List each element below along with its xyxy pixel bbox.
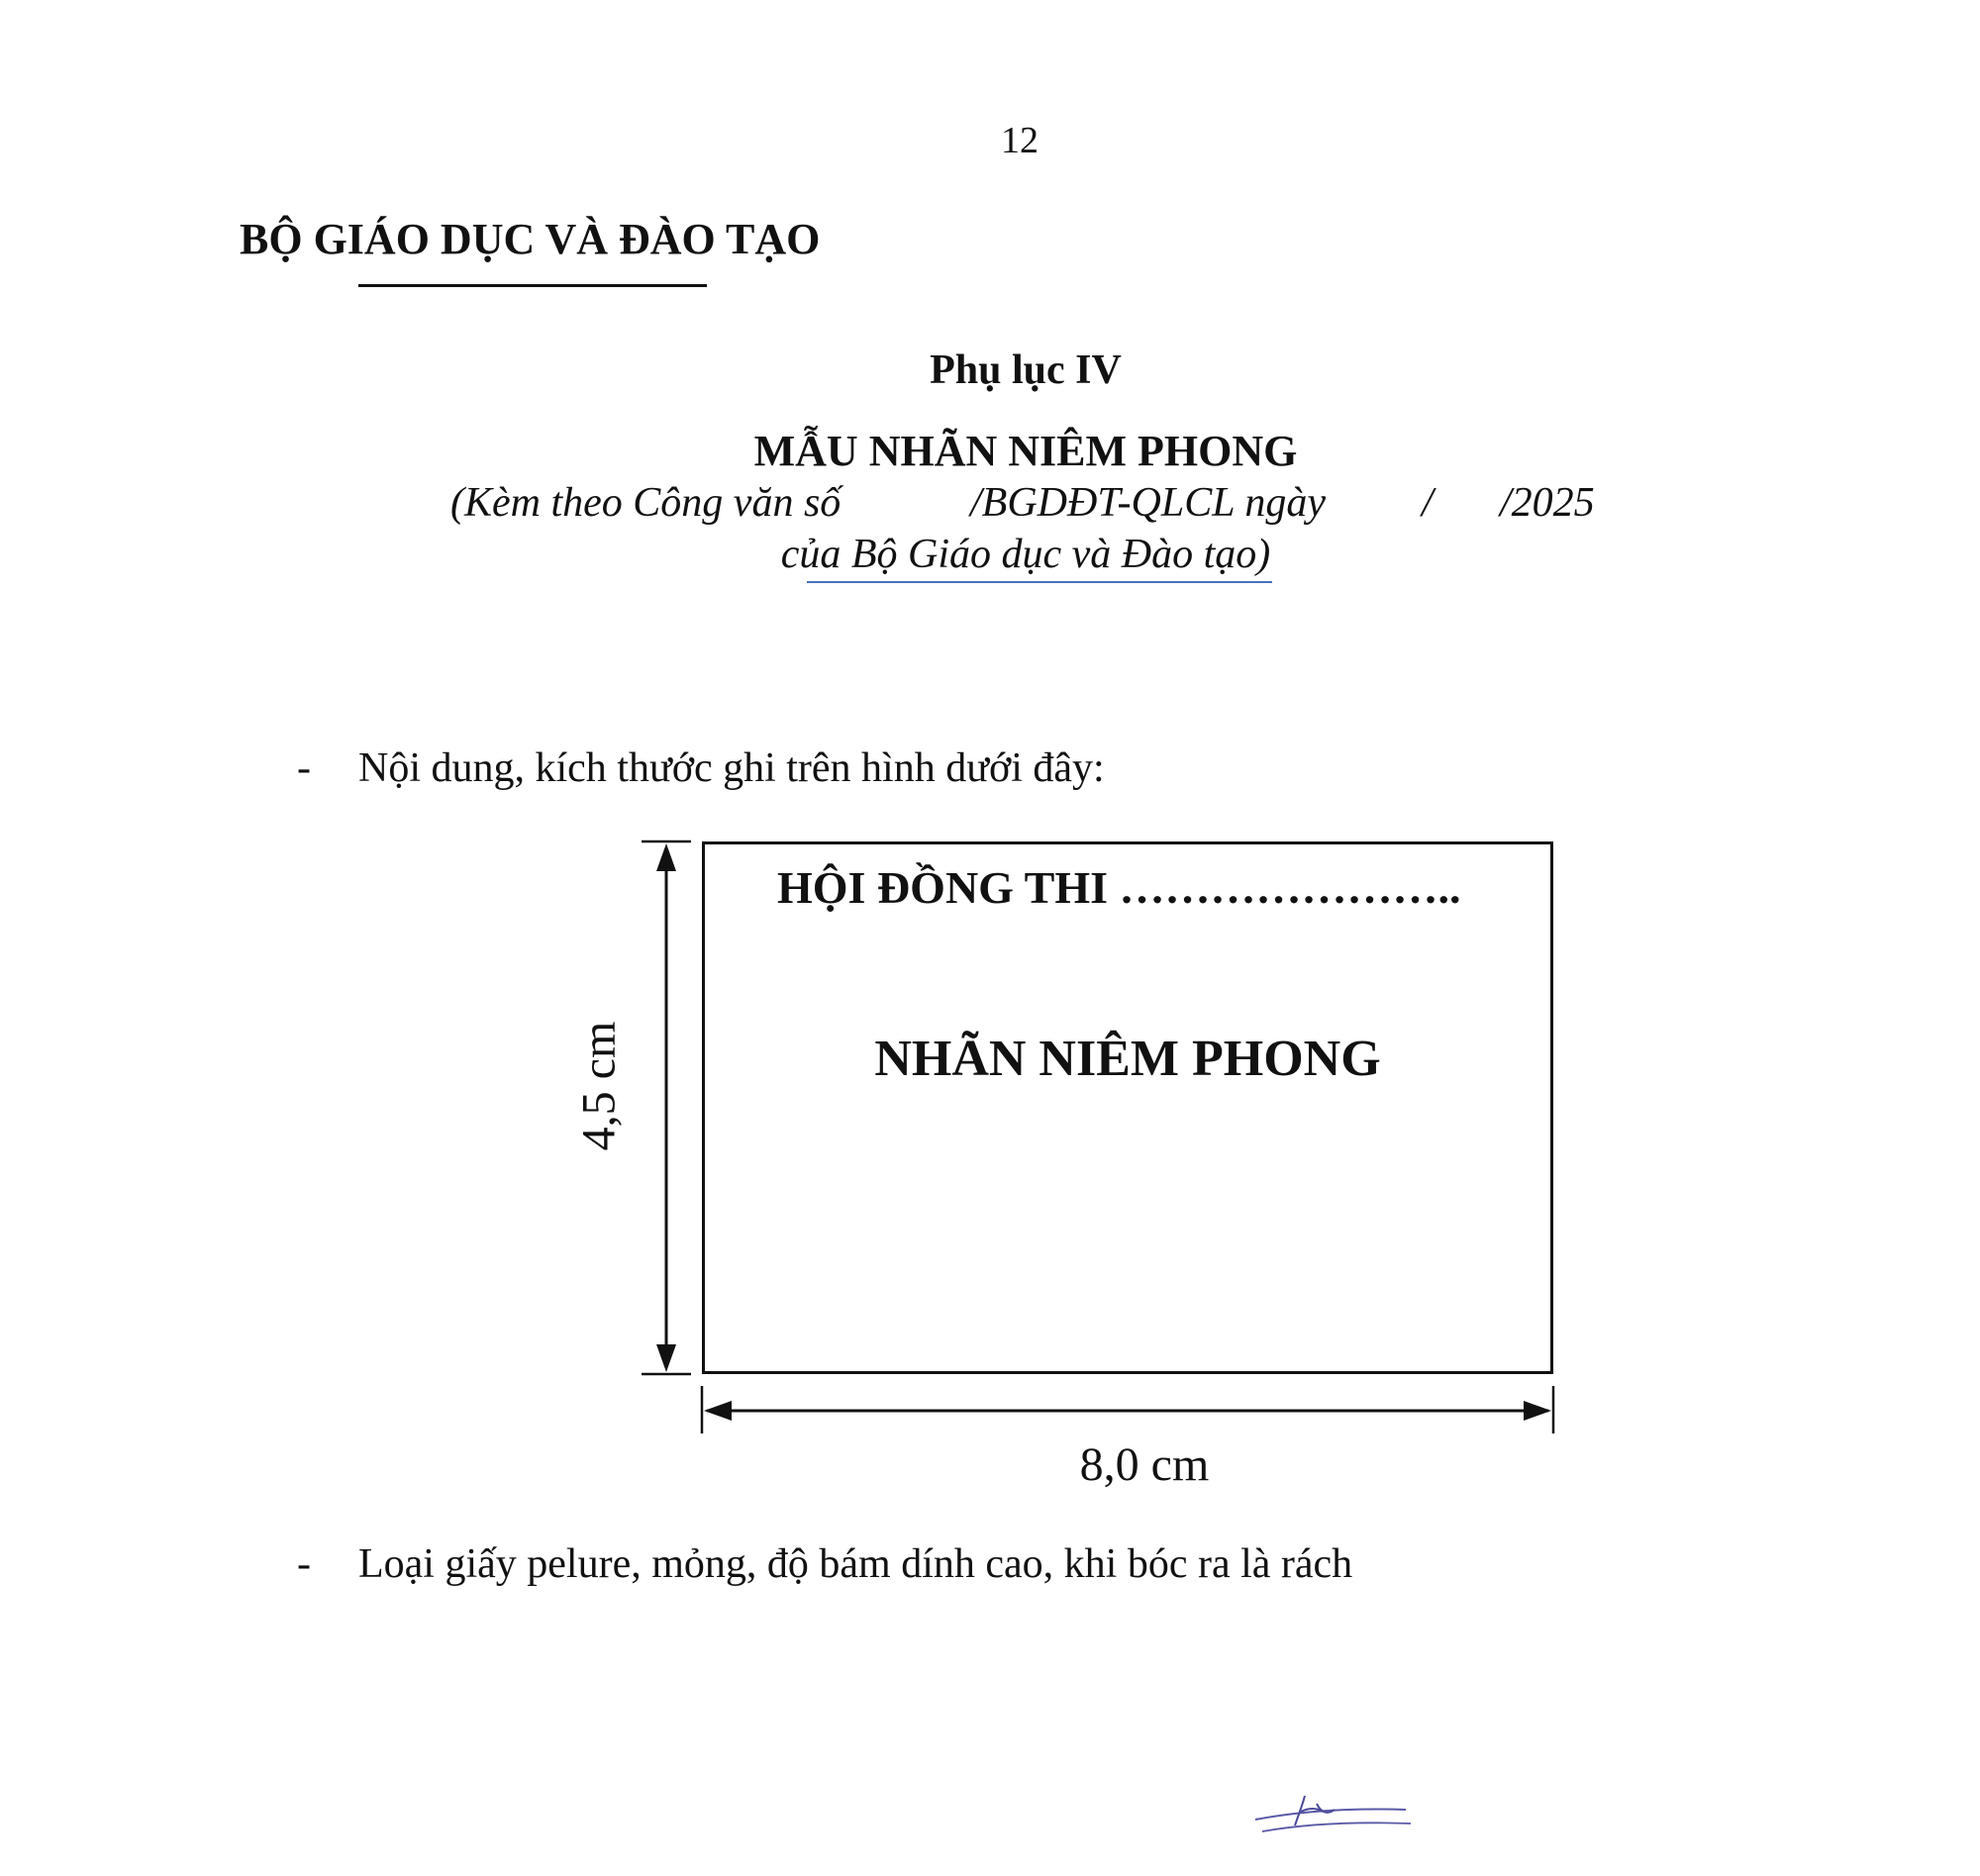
attachment-note-slash: / (1422, 480, 1434, 526)
seal-label-title: NHÃN NIÊM PHONG (874, 1031, 1381, 1087)
attachment-note-year: /2025 (1500, 480, 1595, 526)
exam-council-line: HỘI ĐỒNG THI ………………….. (777, 862, 1461, 913)
attachment-note-code: /BGDĐT-QLCL ngày (970, 480, 1326, 526)
height-arrowhead-top (656, 843, 676, 871)
ministry-name: BỘ GIÁO DỤC VÀ ĐÀO TẠO (240, 215, 821, 263)
bullet-text-content: Nội dung, kích thước ghi trên hình dưới đây: (358, 745, 1105, 791)
height-arrowhead-bottom (656, 1344, 676, 1372)
signature-initials-icon (1255, 1796, 1411, 1831)
bullet-text-paper-type: Loại giấy pelure, mỏng, độ bám dính cao, khi bóc ra là rách (358, 1541, 1353, 1587)
width-dimension-label: 8,0 cm (1079, 1438, 1210, 1491)
bullet-dash: - (297, 745, 311, 791)
form-title: MẪU NHÃN NIÊM PHONG (753, 427, 1298, 475)
width-arrowhead-left (704, 1401, 732, 1421)
height-dimension-label: 4,5 cm (572, 1021, 626, 1151)
attachment-note-issuer: của Bộ Giáo dục và Đào tạo) (780, 532, 1271, 577)
attachment-note-open: (Kèm theo Công văn số (450, 480, 842, 526)
width-arrowhead-right (1524, 1401, 1551, 1421)
appendix-title: Phụ lục IV (930, 347, 1122, 393)
page-number: 12 (1001, 120, 1039, 161)
seal-label-box (702, 841, 1553, 1374)
bullet-dash: - (297, 1541, 311, 1587)
